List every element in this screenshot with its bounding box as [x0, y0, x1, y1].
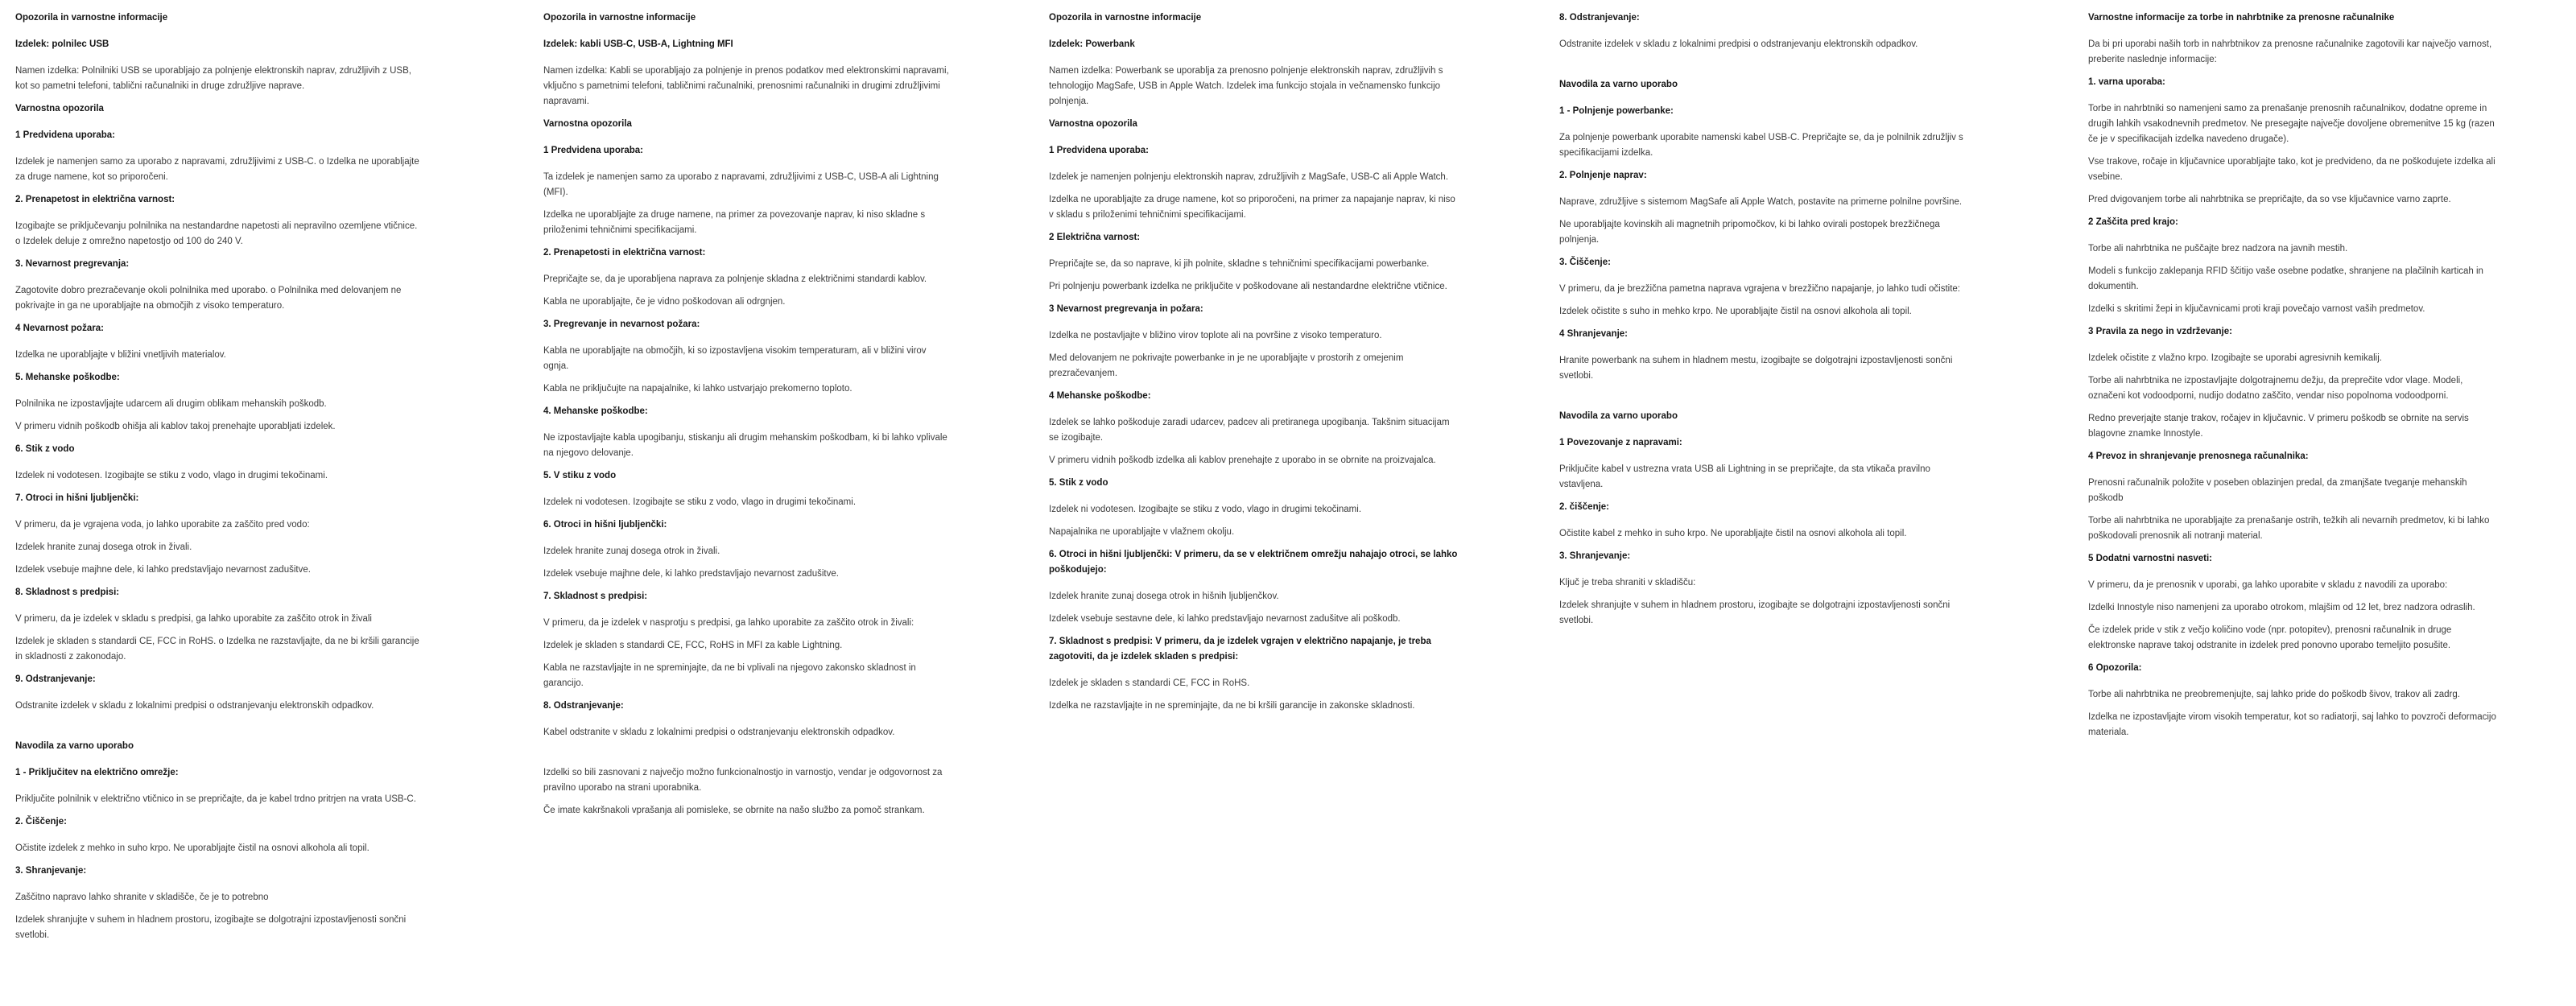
paragraph: Izdelki Innostyle niso namenjeni za uporabo otrokom, mlajšim od 12 let, brez nadzora odraslih. [2088, 603, 2475, 612]
paragraph: Izdelka ne razstavljajte in ne spreminjajte, da ne bi kršili garancije in zakonske skladnosti. [1049, 701, 1415, 711]
section-heading: Varnostna opozorila [15, 104, 104, 113]
section-heading: 4 Prevoz in shranjevanje prenosnega računalnika: [2088, 451, 2309, 461]
paragraph: Izdelka ne izpostavljajte virom visokih temperatur, kot so radiatorji, saj lahko to povzroči deformacijo materiala. [2088, 712, 2496, 737]
paragraph: Izdelek vsebuje majhne dele, ki lahko predstavljajo nevarnost zadušitve. [15, 565, 311, 575]
section-heading: 2. Prenapetost in električna varnost: [15, 195, 175, 204]
section-heading: 3. Pregrevanje in nevarnost požara: [543, 320, 700, 329]
paragraph: V primeru, da je izdelek v skladu s predpisi, ga lahko uporabite za zaščito otrok in živali [15, 614, 372, 624]
paragraph: Izdelek shranjujte v suhem in hladnem prostoru, izogibajte se dolgotrajni izpostavljenosti sončni svetlobi. [15, 915, 407, 940]
spacer [1559, 60, 1968, 77]
column-title: Varnostne informacije za torbe in nahrbtnike za prenosne računalnike [2088, 13, 2395, 23]
section-heading: Varnostna opozorila [1049, 119, 1137, 129]
paragraph: Prenosni računalnik položite v poseben oblazinjen predal, da zmanjšate tveganje mehanskih poškodb [2088, 478, 2467, 503]
paragraph: Izdelek se lahko poškoduje zaradi udarcev, padcev ali pretiranega upogibanja. Takšnim situacijam se izogibajte. [1049, 418, 1450, 443]
section-heading: 6. Otroci in hišni ljubljenčki: V primeru, da se v električnem omrežju nahajajo otroci, se lahko poškodujejo: [1049, 550, 1458, 575]
section-heading: 2. Prenapetosti in električna varnost: [543, 248, 706, 258]
section-heading: 7. Skladnost s predpisi: V primeru, da je izdelek vgrajen v električno napajanje, je treba zagotoviti, da je izdelek skladen s predpisi: [1049, 637, 1431, 662]
paragraph: V primeru, da je izdelek v nasprotju s predpisi, ga lahko uporabite za zaščito otrok in živali: [543, 618, 914, 628]
paragraph: Hranite powerbank na suhem in hladnem mestu, izogibajte se dolgotrajni izpostavljenosti sončni svetlobi. [1559, 356, 1953, 381]
paragraph: Izdelek očistite z vlažno krpo. Izogibajte se uporabi agresivnih kemikalij. [2088, 353, 2382, 363]
paragraph: Kabla ne uporabljajte na območjih, ki so izpostavljena visokim temperaturam, ali v bližini virov ognja. [543, 346, 927, 371]
section-heading: Izdelek: kabli USB-C, USB-A, Lightning MFI [543, 39, 733, 49]
section-heading: 4 Shranjevanje: [1559, 329, 1629, 339]
paragraph: V primeru, da je prenosnik v uporabi, ga lahko uporabite v skladu z navodili za uporabo: [2088, 580, 2448, 590]
paragraph: Izdelek ni vodotesen. Izogibajte se stiku z vodo, vlago in drugimi tekočinami. [543, 497, 857, 507]
paragraph: Očistite izdelek z mehko in suho krpo. Ne uporabljajte čistil na osnovi alkohola ali topil. [15, 843, 369, 853]
section-heading: Izdelek: Powerbank [1049, 39, 1135, 49]
column-title: Opozorila in varnostne informacije [1049, 13, 1202, 23]
section-heading: 3 Nevarnost pregrevanja in požara: [1049, 304, 1203, 314]
paragraph: Modeli s funkcijo zaklepanja RFID ščitijo vaše osebne podatke, shranjene na plačilnih karticah in dokumentih. [2088, 266, 2483, 291]
paragraph: Naprave, združljive s sistemom MagSafe ali Apple Watch, postavite na primerne polnilne površine. [1559, 197, 1963, 207]
paragraph: Izdelek ni vodotesen. Izogibajte se stiku z vodo, vlago in drugimi tekočinami. [15, 471, 328, 480]
section-heading: 3. Čiščenje: [1559, 258, 1611, 267]
section-heading: 7. Otroci in hišni ljubljenčki: [15, 493, 139, 503]
section-heading: 1 Predvidena uporaba: [543, 146, 643, 155]
paragraph: Torbe ali nahrbtnika ne izpostavljajte dolgotrajnemu dežju, da preprečite vdor vlage. Modeli, označeni kot vodoodporni, nudijo dodatno zaščito, vendar niso popolnoma vodoodporni. [2088, 376, 2463, 401]
paragraph: Kabla ne priključujte na napajalnike, ki lahko ustvarjajo prekomerno toploto. [543, 384, 852, 394]
paragraph: Ta izdelek je namenjen samo za uporabo z napravami, združljivimi z USB-C, USB-A ali Lightning (MFI). [543, 172, 939, 197]
paragraph: Ključ je treba shraniti v skladišču: [1559, 578, 1696, 588]
paragraph: Kabel odstranite v skladu z lokalnimi predpisi o odstranjevanju elektronskih odpadkov. [543, 728, 895, 737]
paragraph: Izdelki s skritimi žepi in ključavnicami proti kraji povečajo varnost vaših predmetov. [2088, 304, 2425, 314]
paragraph: Polnilnika ne izpostavljajte udarcem ali drugim oblikam mehanskih poškodb. [15, 399, 327, 409]
section-heading: 4 Nevarnost požara: [15, 324, 104, 333]
section-heading: Varnostna opozorila [543, 119, 632, 129]
section-heading: 5. Stik z vodo [1049, 478, 1108, 488]
paragraph: Če imate kakršnakoli vprašanja ali pomisleke, se obrnite na našo službo za pomoč strankam. [543, 806, 925, 815]
paragraph: Odstranite izdelek v skladu z lokalnimi predpisi o odstranjevanju elektronskih odpadkov. [1559, 39, 1918, 49]
paragraph: Izdelek vsebuje sestavne dele, ki lahko predstavljajo nevarnost zadušitve ali poškodb. [1049, 614, 1401, 624]
paragraph: Vse trakove, ročaje in ključavnice uporabljajte tako, kot je predvideno, da ne poškodujete izdelka ali vsebine. [2088, 157, 2496, 182]
section-heading: Navodila za varno uporabo [1559, 411, 1678, 421]
paragraph: Če izdelek pride v stik z večjo količino vode (npr. potopitev), prenosni računalnik in druge elektronske naprave takoj odstranite in izdelek pred ponovno uporabo temeljito posušite. [2088, 625, 2452, 650]
paragraph: Redno preverjajte stanje trakov, ročajev in ključavnic. V primeru poškodb se obrnite na servis blagovne znamke Innostyle. [2088, 414, 2469, 439]
paragraph: Izdelek ni vodotesen. Izogibajte se stiku z vodo, vlago in drugimi tekočinami. [1049, 505, 1362, 514]
paragraph: Izdelek shranjujte v suhem in hladnem prostoru, izogibajte se dolgotrajni izpostavljenosti sončni svetlobi. [1559, 600, 1951, 625]
paragraph: Da bi pri uporabi naših torb in nahrbtnikov za prenosne računalnike zagotovili kar največjo varnost, preberite naslednje informacije: [2088, 39, 2492, 64]
column-title: Opozorila in varnostne informacije [15, 13, 168, 23]
paragraph: Torbe in nahrbtniki so namenjeni samo za prenašanje prenosnih računalnikov, dodatne opreme in drugih lahkih vsakodnevnih predmetov. Ne presegajte največje dovoljene obremenitve 15 kg (razen če je v specifikacijah izdelka navedeno drugače). [2088, 104, 2495, 144]
paragraph: Izdelek je namenjen polnjenju elektronskih naprav, združljivih z MagSafe, USB-C ali Apple Watch. [1049, 172, 1449, 182]
section-heading: 2 Zaščita pred krajo: [2088, 217, 2178, 227]
paragraph: Izdelek je skladen s standardi CE, FCC, RoHS in MFI za kable Lightning. [543, 641, 843, 650]
section-heading: 6. Stik z vodo [15, 444, 75, 454]
paragraph: V primeru, da je brezžična pametna naprava vgrajena v brezžično napajanje, jo lahko tudi očistite: [1559, 284, 1960, 294]
paragraph: Izdelek je skladen s standardi CE, FCC in RoHS. [1049, 678, 1250, 688]
section-heading: 2. Polnjenje naprav: [1559, 171, 1647, 180]
section-heading: Izdelek: polnilec USB [15, 39, 109, 49]
paragraph: Kabla ne razstavljajte in ne spreminjajte, da ne bi vplivali na njegovo zakonsko skladnost in garancijo. [543, 663, 916, 688]
paragraph: Ne uporabljajte kovinskih ali magnetnih pripomočkov, ki bi lahko ovirali postopek brezžičnega polnjenja. [1559, 220, 1940, 245]
column-usb-charger [15, 10, 424, 950]
section-heading: 1 Predvidena uporaba: [15, 130, 115, 140]
section-heading: 1 Predvidena uporaba: [1049, 146, 1149, 155]
paragraph: V primeru, da je vgrajena voda, jo lahko uporabite za zaščito pred vodo: [15, 520, 310, 530]
section-heading: 3. Shranjevanje: [15, 866, 87, 876]
section-heading: 4 Mehanske poškodbe: [1049, 391, 1151, 401]
section-heading: 3 Pravila za nego in vzdrževanje: [2088, 327, 2232, 336]
paragraph: Izdelek vsebuje majhne dele, ki lahko predstavljajo nevarnost zadušitve. [543, 569, 839, 579]
section-heading: Navodila za varno uporabo [15, 741, 134, 751]
section-heading: Navodila za varno uporabo [1559, 80, 1678, 89]
section-heading: 9. Odstranjevanje: [15, 674, 96, 684]
paragraph: Ne izpostavljajte kabla upogibanju, stiskanju ali drugim mehanskim poškodbam, ki bi lahko vplivale na njegovo delovanje. [543, 433, 947, 458]
paragraph: Izogibajte se priključevanju polnilnika na nestandardne napetosti ali nepravilno ozemljene vtičnice. o Izdelek deluje z omrežno napetostjo od 100 do 240 V. [15, 221, 418, 246]
paragraph: Prepričajte se, da je uporabljena naprava za polnjenje skladna z električnimi standardi kablov. [543, 274, 927, 284]
section-heading: 2. čiščenje: [1559, 502, 1610, 512]
paragraph: Torbe ali nahrbtnika ne puščajte brez nadzora na javnih mestih. [2088, 244, 2348, 254]
paragraph: Torbe ali nahrbtnika ne preobremenjujte, saj lahko pride do poškodb šivov, trakov ali zadrg. [2088, 690, 2460, 699]
column-cables [543, 10, 952, 826]
paragraph: Namen izdelka: Powerbank se uporablja za prenosno polnjenje elektronskih naprav, združljivih s tehnologijo MagSafe, USB in Apple Watch. Izdelek ima funkcijo stojala in večnamensko funkcijo polnjenja. [1049, 66, 1443, 106]
paragraph: Izdelek je namenjen samo za uporabo z napravami, združljivimi z USB-C. o Izdelka ne uporabljajte za druge namene, kot so priporočeni. [15, 157, 419, 182]
column-powerbank-usage [1559, 10, 1968, 636]
section-heading: 2. Čiščenje: [15, 817, 67, 827]
section-heading: 3. Shranjevanje: [1559, 551, 1631, 561]
paragraph: Namen izdelka: Kabli se uporabljajo za polnjenje in prenos podatkov med elektronskimi napravami, vključno s pametnimi telefoni, tabličnimi računalniki, prenosnimi računalniki in drugimi združljivimi napravami. [543, 66, 949, 106]
section-heading: 7. Skladnost s predpisi: [543, 592, 648, 601]
paragraph: Izdelka ne postavljajte v bližino virov toplote ali na površine z visoko temperaturo. [1049, 331, 1382, 340]
paragraph: Med delovanjem ne pokrivajte powerbanke in je ne uporabljajte v prostorih z omejenim prezračevanjem. [1049, 353, 1404, 378]
section-heading: 6. Otroci in hišni ljubljenčki: [543, 520, 667, 530]
paragraph: Priključite polnilnik v električno vtičnico in se prepričajte, da je kabel trdno pritrjen na vrata USB-C. [15, 794, 416, 804]
spacer [1559, 391, 1968, 409]
spacer [543, 748, 952, 765]
spacer [15, 721, 424, 739]
paragraph: Izdelek hranite zunaj dosega otrok in hišnih ljubljenčkov. [1049, 592, 1279, 601]
paragraph: Izdelka ne uporabljajte za druge namene, na primer za povezovanje naprav, ki niso skladne s priloženimi tehničnimi specifikacijami. [543, 210, 926, 235]
paragraph: Odstranite izdelek v skladu z lokalnimi predpisi o odstranjevanju elektronskih odpadkov. [15, 701, 374, 711]
section-heading: 5. V stiku z vodo [543, 471, 617, 480]
section-heading: 2 Električna varnost: [1049, 233, 1141, 242]
paragraph: Pred dvigovanjem torbe ali nahrbtnika se prepričajte, da so vse ključavnice varno zaprte. [2088, 195, 2451, 204]
section-heading: 1. varna uporaba: [2088, 77, 2165, 87]
column-title: Opozorila in varnostne informacije [543, 13, 696, 23]
paragraph: Za polnjenje powerbank uporabite namenski kabel USB-C. Prepričajte se, da je polnilnik združljiv s specifikacijami izdelka. [1559, 133, 1963, 158]
section-heading: 4. Mehanske poškodbe: [543, 406, 648, 416]
paragraph: Pri polnjenju powerbank izdelka ne priključite v poškodovane ali nestandardne električne vtičnice. [1049, 282, 1447, 291]
paragraph: Zagotovite dobro prezračevanje okoli polnilnika med uporabo. o Polnilnika med delovanjem ne pokrivajte in ga ne uporabljajte na območjih z visoko temperaturo. [15, 286, 402, 311]
paragraph: Kabla ne uporabljajte, če je vidno poškodovan ali odrgnjen. [543, 297, 786, 307]
paragraph: Izdelek hranite zunaj dosega otrok in živali. [543, 546, 720, 556]
paragraph: Napajalnika ne uporabljajte v vlažnem okolju. [1049, 527, 1235, 537]
column-powerbank [1049, 10, 1458, 721]
section-heading: 8. Odstranjevanje: [543, 701, 624, 711]
paragraph: V primeru vidnih poškodb izdelka ali kablov prenehajte z uporabo in se obrnite na proizvajalca. [1049, 456, 1436, 465]
paragraph: Izdelka ne uporabljajte v bližini vnetljivih materialov. [15, 350, 226, 360]
paragraph: Priključite kabel v ustrezna vrata USB ali Lightning in se prepričajte, da sta vtikača pravilno vstavljena. [1559, 464, 1930, 489]
paragraph: Izdelka ne uporabljajte za druge namene, kot so priporočeni, na primer za napajanje naprav, ki niso v skladu s priloženimi tehničnimi specifikacijami. [1049, 195, 1455, 220]
paragraph: Namen izdelka: Polnilniki USB se uporabljajo za polnjenje elektronskih naprav, združljivih z USB, kot so pametni telefoni, tablični računalniki in druge združljive naprave. [15, 66, 411, 91]
paragraph: Torbe ali nahrbtnika ne uporabljajte za prenašanje ostrih, težkih ali nevarnih predmetov, ki bi lahko poškodovali prenosnik ali notranji material. [2088, 516, 2490, 541]
paragraph: Zaščitno napravo lahko shranite v skladišče, če je to potrebno [15, 893, 269, 902]
section-heading: 1 - Priključitev na električno omrežje: [15, 768, 179, 777]
paragraph: Izdelki so bili zasnovani z največjo možno funkcionalnostjo in varnostjo, vendar je odgovornost za pravilno uporabo na strani uporabnika. [543, 768, 943, 793]
paragraph: Izdelek je skladen s standardi CE, FCC in RoHS. o Izdelka ne razstavljajte, da ne bi kršili garancije in skladnosti z zakonodajo. [15, 637, 419, 662]
paragraph: Izdelek hranite zunaj dosega otrok in živali. [15, 542, 192, 552]
paragraph: Prepričajte se, da so naprave, ki jih polnite, skladne s tehničnimi specifikacijami powerbanke. [1049, 259, 1430, 269]
column-laptop-bags [2088, 10, 2497, 748]
section-heading: 1 Povezovanje z napravami: [1559, 438, 1682, 447]
section-heading: 8. Skladnost s predpisi: [15, 588, 120, 597]
section-heading: 5 Dodatni varnostni nasveti: [2088, 554, 2213, 563]
paragraph: Izdelek očistite s suho in mehko krpo. Ne uporabljajte čistil na osnovi alkohola ali topil. [1559, 307, 1912, 316]
section-heading: 1 - Polnjenje powerbanke: [1559, 106, 1674, 116]
section-heading: 8. Odstranjevanje: [1559, 13, 1640, 23]
section-heading: 3. Nevarnost pregrevanja: [15, 259, 130, 269]
paragraph: V primeru vidnih poškodb ohišja ali kablov takoj prenehajte uporabljati izdelek. [15, 422, 336, 431]
paragraph: Očistite kabel z mehko in suho krpo. Ne uporabljajte čistil na osnovi alkohola ali topil. [1559, 529, 1907, 538]
section-heading: 5. Mehanske poškodbe: [15, 373, 120, 382]
section-heading: 6 Opozorila: [2088, 663, 2142, 673]
